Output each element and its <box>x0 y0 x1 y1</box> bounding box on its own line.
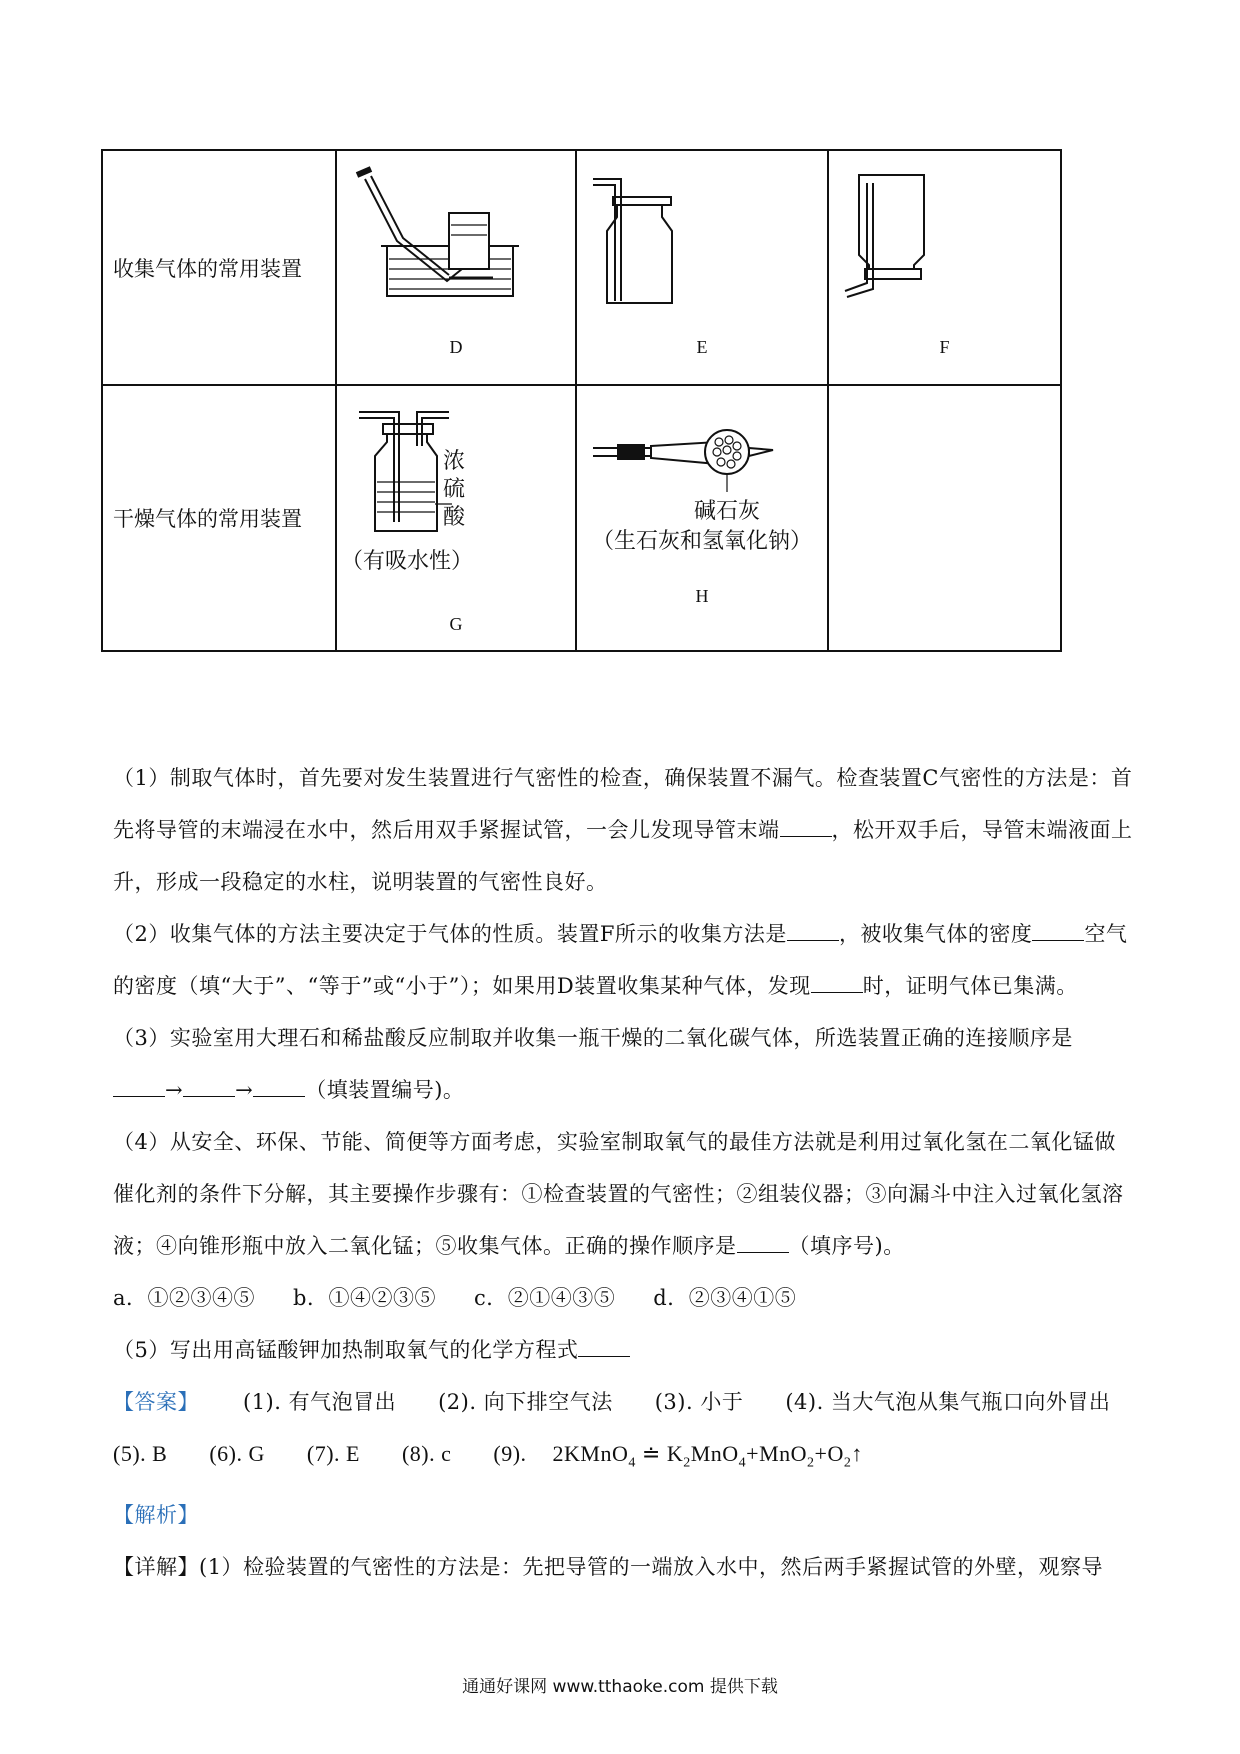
row-header-cell <box>102 150 336 385</box>
answer-blank <box>737 1230 789 1253</box>
label-soda-lime: 碱石灰 <box>693 499 761 524</box>
row-header-cell <box>102 385 336 651</box>
eq-sub: 2 <box>683 1455 691 1471</box>
page-footer: 通通好课网 www.tthaoke.com 提供下载 <box>462 1677 778 1697</box>
answer-item: (6). G <box>209 1441 265 1466</box>
label-hygroscopic: （有吸水性） <box>341 549 474 574</box>
eq-part: K <box>666 1441 684 1466</box>
question-4-text-a: （4）从安全、环保、节能、简便等方面考虑，实验室制取氧气的最佳方法就是利用过氧化氢在二氧化锰做催化剂的条件下分解，其主要操作步骤有：①检查装置的气密性；②组装仪器；③向漏斗中注入过氧化氢溶液；④向锥形瓶中放入二氧化锰；⑤收集气体。正确的操作顺序是 <box>113 1130 1124 1258</box>
table-row <box>102 150 1061 385</box>
apparatus-caption-f: F <box>939 337 950 357</box>
apparatus-table <box>101 149 1062 652</box>
apparatus-cell-g <box>336 385 576 651</box>
answer-blank <box>811 970 863 993</box>
question-5 <box>113 1324 1133 1376</box>
apparatus-caption-e: E <box>696 337 708 357</box>
apparatus-cell-d <box>336 150 576 385</box>
question-2-text-b: ，被收集气体的密度 <box>838 922 1033 946</box>
eq-sub: 4 <box>628 1455 636 1471</box>
answer-blank <box>183 1074 235 1097</box>
answer-item: (7). E <box>306 1441 360 1466</box>
answer-line-2 <box>113 1428 1133 1489</box>
eq-sign: ≐ <box>641 1441 661 1466</box>
apparatus-cell-h <box>576 385 828 651</box>
eq-sub: 4 <box>738 1455 747 1471</box>
empty-cell <box>828 385 1061 651</box>
eq-part: MnO <box>690 1441 739 1466</box>
table-row <box>102 385 1061 651</box>
answer-blank <box>787 918 839 941</box>
analysis-line <box>113 1489 1133 1541</box>
eq-part: +O <box>814 1441 844 1466</box>
eq-sub: 2 <box>807 1455 815 1471</box>
answer-item: (4). 当大气泡从集气瓶口向外冒出 <box>785 1390 1111 1414</box>
answer-tag: 【答案】 <box>113 1390 199 1414</box>
question-1 <box>113 752 1133 908</box>
apparatus-caption-h: H <box>695 586 709 606</box>
gas-arrow: ↑ <box>851 1441 863 1466</box>
sulfuric-acid-wash-bottle-drawing <box>337 386 575 650</box>
option-d: d．②③④①⑤ <box>653 1286 797 1310</box>
question-3-text-b: （填装置编号)。 <box>305 1078 465 1102</box>
analysis-tag: 【解析】 <box>113 1503 199 1528</box>
apparatus-cell-f <box>828 150 1061 385</box>
option-b: b．①④②③⑤ <box>293 1286 436 1310</box>
chemical-equation <box>552 1441 863 1471</box>
eq-sub: 2 <box>843 1455 852 1471</box>
answer-item: (1). 有气泡冒出 <box>243 1390 397 1414</box>
answer-blank <box>578 1334 630 1357</box>
detail-text: (1）检验装置的气密性的方法是：先把导管的一端放入水中，然后两手紧握试管的外壁，观察导 <box>199 1555 1104 1580</box>
answer-blank <box>780 814 832 837</box>
answer-item: (3). 小于 <box>654 1390 744 1414</box>
arrow-glyph: → <box>165 1078 184 1102</box>
question-3-text-a: （3）实验室用大理石和稀盐酸反应制取并收集一瓶干燥的二氧化碳气体，所选装置正确的连接顺序是 <box>113 1026 1073 1050</box>
apparatus-caption-d: D <box>449 337 463 357</box>
detail-tag: 【详解】 <box>113 1555 199 1580</box>
answer-item: (9). <box>493 1441 527 1466</box>
row-header-dry: 干燥气体的常用装置 <box>113 507 302 531</box>
question-1-text-a: （1）制取气体时，首先要对发生装置进行气密性的检查，确保装置不漏气。检查装置C气密性的方法是：首先将导管的末端浸在水中，然后用双手紧握试管，一会儿发现导管末端 <box>113 766 1133 842</box>
row-header-collect: 收集气体的常用装置 <box>113 256 302 281</box>
question-5-text: （5）写出用高锰酸钾加热制取氧气的化学方程式 <box>113 1338 579 1362</box>
label-acid: 酸 <box>443 505 466 530</box>
answer-line-1 <box>113 1376 1133 1428</box>
label-sulfuric: 硫 <box>443 477 466 502</box>
answer-item: (5). B <box>113 1441 168 1466</box>
question-2-text-d: 时，证明气体已集满。 <box>862 974 1078 998</box>
question-2-text-c: 空气的密度（填“大于”、“等于”或“小于”）；如果用D装置收集某种气体，发现 <box>113 922 1128 998</box>
answer-blank <box>253 1074 305 1097</box>
answer-item: (8). c <box>401 1441 452 1466</box>
eq-part: +MnO <box>746 1441 808 1466</box>
apparatus-caption-g: G <box>449 614 463 634</box>
label-concentrated: 浓 <box>443 449 466 474</box>
arrow-glyph: → <box>235 1078 254 1102</box>
eq-part: 2KMnO <box>552 1441 629 1466</box>
answer-blank <box>113 1074 165 1097</box>
option-a: a．①②③④⑤ <box>113 1286 256 1310</box>
question-2 <box>113 908 1133 1012</box>
option-c: c．②①④③⑤ <box>473 1286 616 1310</box>
answer-blank <box>1032 918 1084 941</box>
soda-lime-drying-tube-drawing <box>577 386 827 650</box>
apparatus-cell-e <box>576 150 828 385</box>
question-3 <box>113 1012 1133 1116</box>
question-4 <box>113 1116 1133 1272</box>
question-2-text-a: （2）收集气体的方法主要决定于气体的性质。装置F所示的收集方法是 <box>113 922 787 946</box>
question-4-options <box>113 1272 1133 1324</box>
detail-line <box>113 1541 1133 1593</box>
question-4-text-b: （填序号)。 <box>788 1234 905 1258</box>
label-soda-lime-composition: （生石灰和氢氧化钠） <box>591 529 813 554</box>
question-body <box>113 752 1133 1593</box>
answer-item: (2). 向下排空气法 <box>438 1390 613 1414</box>
question-1-text-b: ，松开双手后，导管末端液面上升，形成一段稳定的水柱，说明装置的气密性良好。 <box>113 818 1133 894</box>
